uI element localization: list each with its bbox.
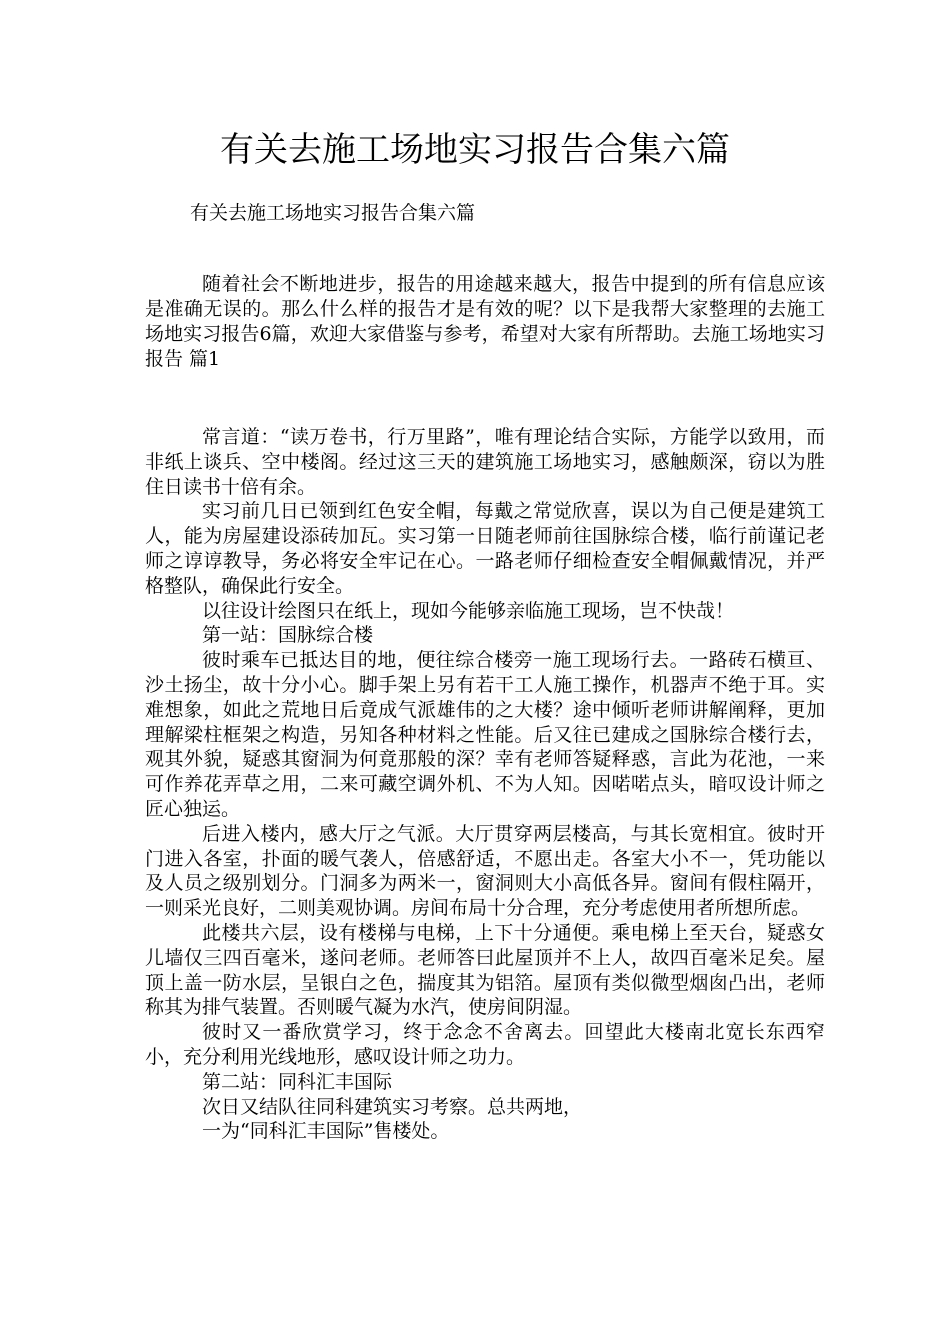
paragraph: 此楼共六层，设有楼梯与电梯，上下十分通便。乘电梯上至天台，疑惑女儿墙仅三四百毫米，遂问老师。老师答曰此屋顶并不上人，故四百毫米足矣。屋顶上盖一防水层，呈银白之色，揣度其为铝箔。屋顶有类似微型烟囱凸出，老师称其为排气装置。否则暖气凝为水汽，使房间阴湿。 xyxy=(145,921,825,1019)
paragraph: 后进入楼内，感大厅之气派。大厅贯穿两层楼高，与其长宽相宜。彼时开门进入各室，扑面的暖气袭人，倍感舒适，不愿出走。各室大小不一，凭功能以及人员之级别划分。门洞多为两米一，窗洞则大小高低各异。窗间有假柱隔开，一则采光良好，二则美观协调。房间布局十分合理，充分考虑使用者所想所虑。 xyxy=(145,822,825,920)
document-title: 有关去施工场地实习报告合集六篇 xyxy=(220,130,730,170)
intro-paragraph: 随着社会不断地进步，报告的用途越来越大，报告中提到的所有信息应该是准确无误的。那么什么样的报告才是有效的呢？以下是我帮大家整理的去施工场地实习报告6篇，欢迎大家借鉴与参考，希望对大家有所帮助。去施工场地实习报告 篇1 xyxy=(145,273,825,370)
paragraph: 次日又结队往同科建筑实习考察。总共两地， xyxy=(202,1095,583,1118)
paragraph: 常言道：“读万卷书，行万里路”，唯有理论结合实际，方能学以致用，而非纸上谈兵、空中楼阁。经过这三天的建筑施工场地实习，感触颇深，窃以为胜住日读书十倍有余。 xyxy=(145,426,825,498)
paragraph: 彼时乘车已抵达目的地，便往综合楼旁一施工现场行去。一路砖石横亘、沙土扬尘，故十分小心。脚手架上另有若干工人施工操作，机器声不绝于耳。实难想象，如此之荒地日后竟成气派雄伟的之大楼？途中倾听老师讲解阐释，更加理解梁柱框架之构造，另知各种材料之性能。后又往已建成之国脉综合楼行去，观其外貌，疑惑其窗洞为何竟那般的深？幸有老师答疑释惑，言此为花池，一来可作养花弄草之用，二来可藏空调外机、不为人知。因喏喏点头，暗叹设计师之匠心独运。 xyxy=(145,649,825,820)
section-heading: 第一站：国脉综合楼 xyxy=(202,624,374,647)
paragraph: 一为“同科汇丰国际”售楼处。 xyxy=(202,1120,450,1143)
section-heading: 第二站：同科汇丰国际 xyxy=(202,1070,393,1093)
paragraph: 实习前几日已领到红色安全帽，每戴之常觉欣喜，误以为自己便是建筑工人，能为房屋建设添砖加瓦。实习第一日随老师前往国脉综合楼，临行前谨记老师之谆谆教导，务必将安全牢记在心。一路老师仔细检查安全帽佩戴情况，并严格整队，确保此行安全。 xyxy=(145,500,825,597)
paragraph: 以往设计绘图只在纸上，现如今能够亲临施工现场，岂不快哉！ xyxy=(202,599,735,622)
document-subtitle: 有关去施工场地实习报告合集六篇 xyxy=(190,202,476,224)
paragraph: 彼时又一番欣赏学习，终于念念不舍离去。回望此大楼南北宽长东西窄小，充分利用光线地形，感叹设计师之功力。 xyxy=(145,1021,825,1068)
body-text xyxy=(145,425,825,1144)
